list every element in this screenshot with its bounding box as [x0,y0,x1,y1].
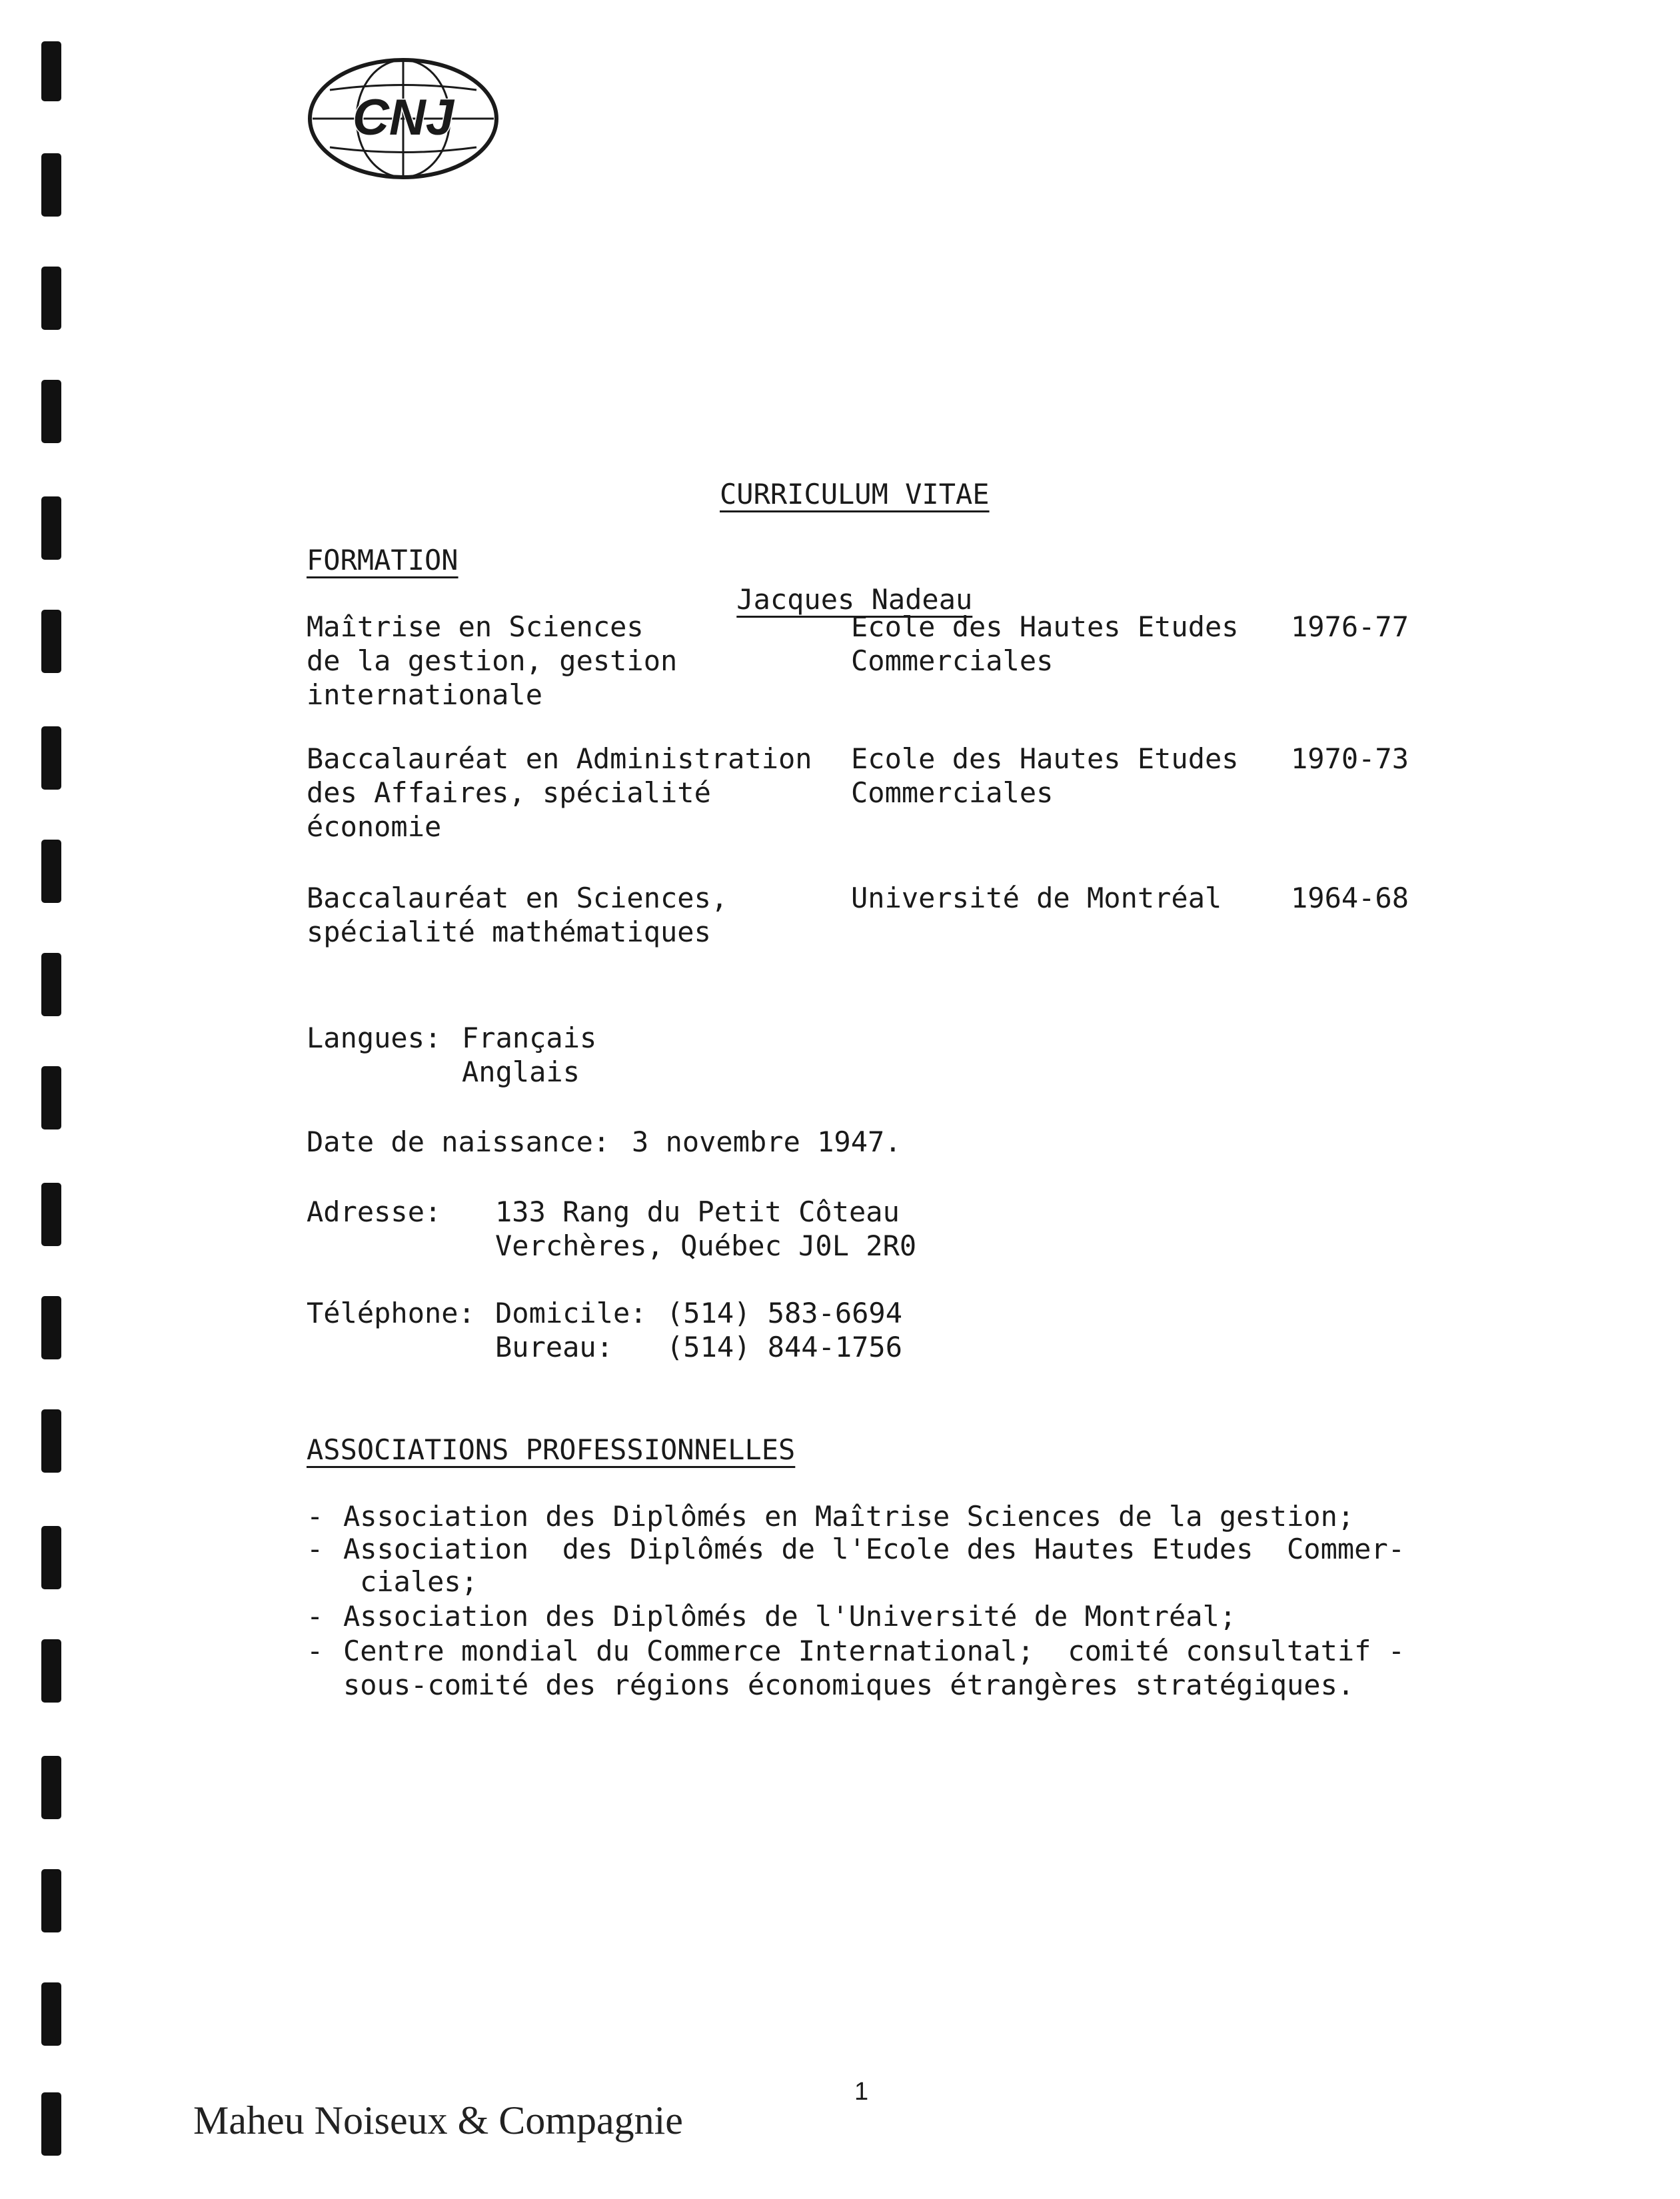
degree-line: internationale [307,678,543,711]
binding-hole [41,1639,61,1703]
degree-line: des Affaires, spécialité [307,776,711,809]
footer-firm-name: Maheu Noiseux & Compagnie [193,2098,683,2142]
address-line: 133 Rang du Petit Côteau [495,1195,900,1228]
binding-hole [41,1982,61,2046]
list-item: Association des Diplômés de l'Ecole des Hautes Etudes Commer- [343,1533,1405,1565]
title-name: Jacques Nadeau [736,583,973,616]
telephone-label: Téléphone: [307,1297,475,1329]
binding-hole [41,726,61,790]
birthdate-label: Date de naissance: [307,1125,610,1158]
list-item: Association des Diplômés de l'Université de Montréal; [343,1600,1237,1633]
binding-hole [41,380,61,443]
degree-line: spécialité mathématiques [307,916,711,948]
list-bullet: - [307,1635,324,1667]
section-heading-formation: FORMATION [307,544,458,576]
list-item: Association des Diplômés en Maîtrise Sciences de la gestion; [343,1500,1355,1533]
school-line: Ecole des Hautes Etudes [851,610,1239,643]
languages-label: Langues: [307,1022,442,1054]
degree-line: de la gestion, gestion [307,644,678,677]
language-item: Français [462,1022,597,1054]
degree-line: Baccalauréat en Sciences, [307,882,728,914]
list-bullet: - [307,1600,324,1633]
binding-hole [41,1756,61,1819]
list-item-continuation: sous-comité des régions économiques étrangères stratégiques. [343,1669,1355,1701]
office-phone-label: Bureau: [495,1331,614,1363]
globe-logo-icon [303,53,503,183]
home-phone: (514) 583-6694 [666,1297,903,1329]
binding-hole [41,267,61,330]
binding-hole [41,153,61,217]
school-line: Commerciales [851,776,1054,809]
binding-hole [41,840,61,903]
binding-hole [41,1526,61,1589]
degree-years: 1964-68 [1291,882,1409,914]
birthdate-value: 3 novembre 1947. [632,1125,902,1158]
binding-hole [41,1409,61,1473]
degree-line: Baccalauréat en Administration [307,742,812,775]
degree-line: économie [307,810,442,843]
section-heading-associations: ASSOCIATIONS PROFESSIONNELLES [307,1433,796,1466]
degree-line: Maîtrise en Sciences [307,610,644,643]
school-line: Université de Montréal [851,882,1222,914]
home-phone-label: Domicile: [495,1297,647,1329]
list-bullet: - [307,1500,324,1533]
page-number: 1 [854,2078,869,2106]
binding-hole [41,41,61,101]
binding-hole [41,1066,61,1129]
binding-hole [41,1296,61,1359]
address-line: Verchères, Québec J0L 2R0 [495,1229,917,1262]
language-item: Anglais [462,1056,580,1088]
binding-hole [41,1183,61,1246]
title-curriculum-vitae: CURRICULUM VITAE [720,478,990,510]
degree-years: 1970-73 [1291,742,1409,775]
binding-hole [41,610,61,673]
binding-hole [41,1869,61,1932]
binding-hole [41,953,61,1016]
office-phone: (514) 844-1756 [666,1331,903,1363]
logo-text: CNJ [352,89,454,146]
address-label: Adresse: [307,1195,442,1228]
binding-hole [41,2092,61,2156]
school-line: Ecole des Hautes Etudes [851,742,1239,775]
list-item: Centre mondial du Commerce International; comité consultatif - [343,1635,1405,1667]
degree-years: 1976-77 [1291,610,1409,643]
list-bullet: - [307,1533,324,1565]
list-item-continuation: ciales; [360,1565,478,1598]
binding-hole [41,496,61,560]
school-line: Commerciales [851,644,1054,677]
